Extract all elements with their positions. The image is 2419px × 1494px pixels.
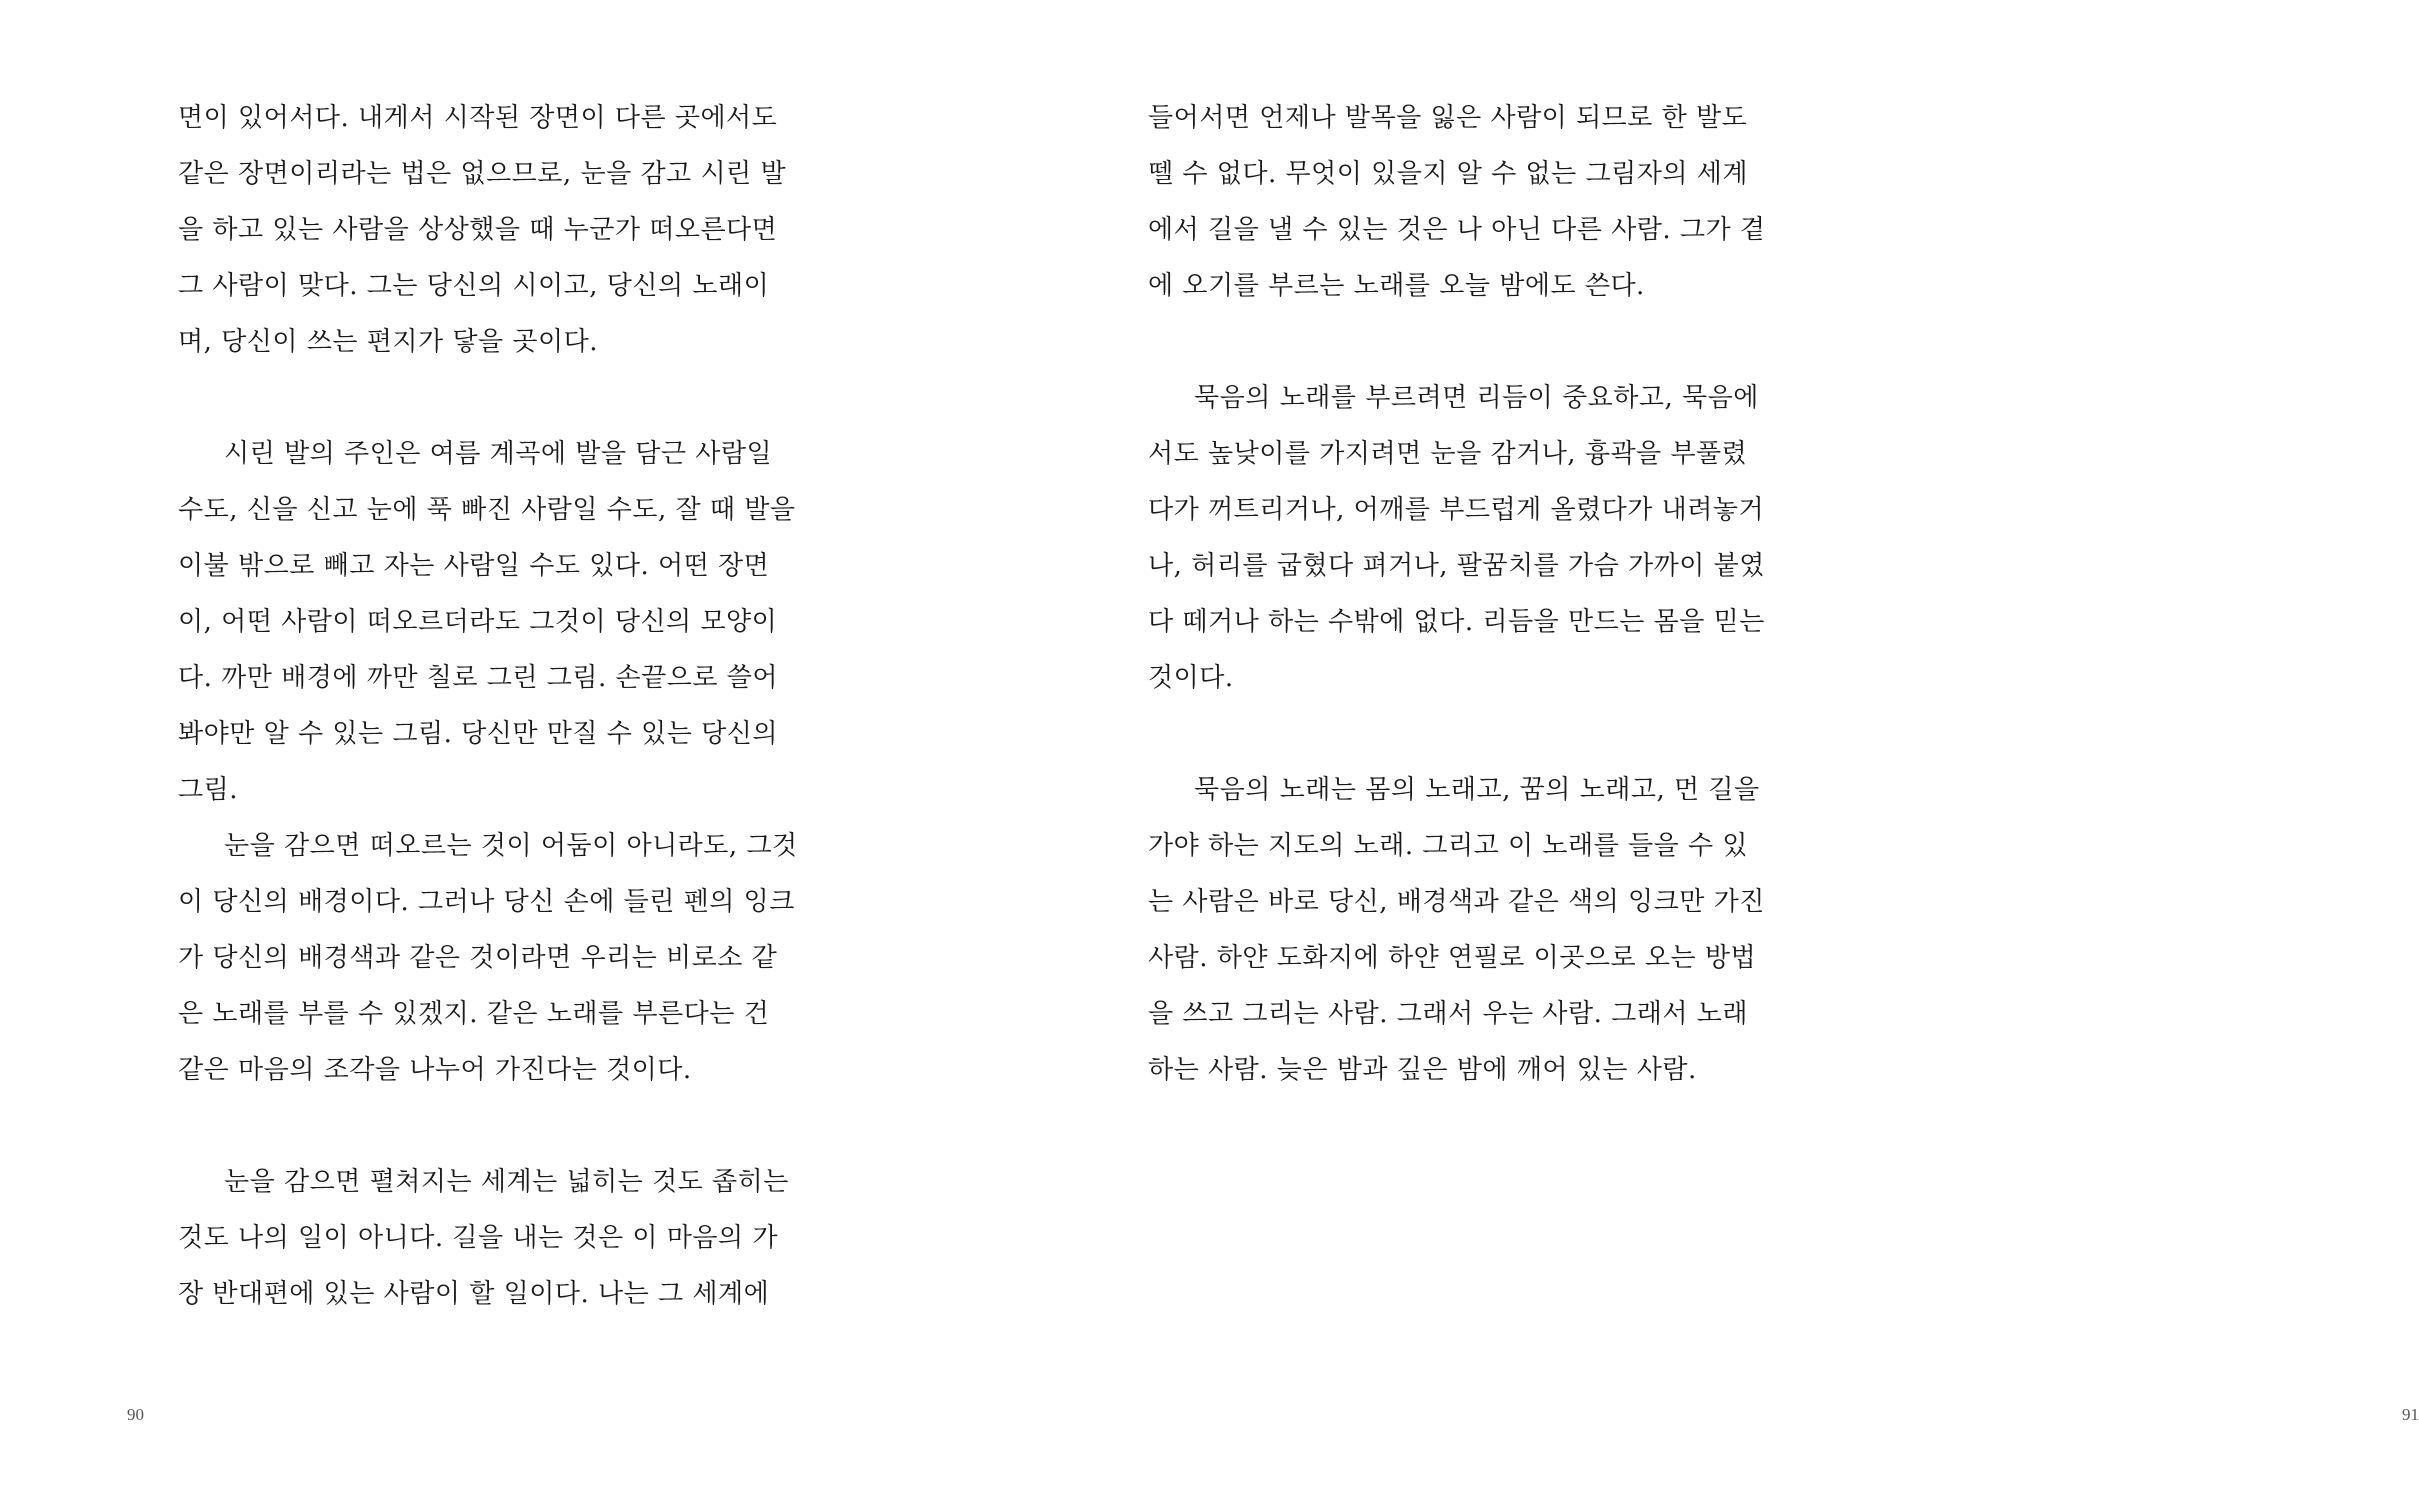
paragraph-gap — [1148, 314, 1748, 370]
text-line: 이불 밖으로 빼고 자는 사람일 수도 있다. 어떤 장면 — [178, 551, 770, 581]
text-line: 다 떼거나 하는 수밖에 없다. 리듬을 만드는 몸을 믿는 — [1148, 607, 1765, 637]
text-line: 면이 있어서다. 내게서 시작된 장면이 다른 곳에서도 — [178, 103, 778, 133]
text-line: 가 당신의 배경색과 같은 것이라면 우리는 비로소 같 — [178, 943, 778, 973]
text-line: 봐야만 알 수 있는 그림. 당신만 만질 수 있는 당신의 — [178, 719, 778, 749]
text-line: 묵음의 노래를 부르려면 리듬이 중요하고, 묵음에 — [1194, 383, 1759, 413]
text-line: 며, 당신이 쓰는 편지가 닿을 곳이다. — [178, 327, 598, 357]
text-line: 이, 어떤 사람이 떠오르더라도 그것이 당신의 모양이 — [178, 607, 778, 637]
text-line: 같은 마음의 조각을 나누어 가진다는 것이다. — [178, 1055, 692, 1085]
left-page — [0, 0, 960, 1494]
text-line: 들어서면 언제나 발목을 잃은 사람이 되므로 한 발도 — [1148, 103, 1748, 133]
text-line: 같은 장면이리라는 법은 없으므로, 눈을 감고 시린 발 — [178, 159, 787, 189]
text-line: 그 사람이 맞다. 그는 당신의 시이고, 당신의 노래이 — [178, 271, 770, 301]
text-line: 은 노래를 부를 수 있겠지. 같은 노래를 부른다는 건 — [178, 999, 770, 1029]
page-number: 90 — [127, 1405, 144, 1424]
paragraph-gap — [178, 370, 778, 426]
text-line: 것도 나의 일이 아니다. 길을 내는 것은 이 마음의 가 — [178, 1223, 778, 1253]
text-line: 을 쓰고 그리는 사람. 그래서 우는 사람. 그래서 노래 — [1148, 999, 1748, 1029]
left-page-text — [178, 90, 798, 1322]
text-line: 사람. 하얀 도화지에 하얀 연필로 이곳으로 오는 방법 — [1148, 943, 1757, 973]
text-line: 장 반대편에 있는 사람이 할 일이다. 나는 그 세계에 — [178, 1279, 770, 1309]
text-line: 수도, 신을 신고 눈에 푹 빠진 사람일 수도, 잘 때 발을 — [178, 495, 796, 525]
text-line: 서도 높낮이를 가지려면 눈을 감거나, 흉곽을 부풀렸 — [1148, 439, 1748, 469]
paragraph-gap — [178, 1098, 778, 1154]
text-line: 가야 하는 지도의 노래. 그리고 이 노래를 들을 수 있 — [1148, 831, 1748, 861]
text-line: 그림. — [178, 775, 238, 805]
text-line: 뗄 수 없다. 무엇이 있을지 알 수 없는 그림자의 세계 — [1148, 159, 1748, 189]
text-line: 에 오기를 부르는 노래를 오늘 밤에도 쓴다. — [1148, 271, 1645, 301]
text-line: 을 하고 있는 사람을 상상했을 때 누군가 떠오른다면 — [178, 215, 778, 245]
text-line: 하는 사람. 늦은 밤과 깊은 밤에 깨어 있는 사람. — [1148, 1055, 1697, 1085]
text-line: 다가 꺼트리거나, 어깨를 부드럽게 올렸다가 내려놓거 — [1148, 495, 1765, 525]
paragraph-gap — [1148, 706, 1748, 762]
text-line: 시린 발의 주인은 여름 계곡에 발을 담근 사람일 — [224, 439, 773, 469]
right-page-text — [1148, 90, 1766, 1098]
text-line: 눈을 감으면 펼쳐지는 세계는 넓히는 것도 좁히는 — [224, 1167, 789, 1197]
text-line: 에서 길을 낼 수 있는 것은 나 아닌 다른 사람. 그가 곁 — [1148, 215, 1766, 245]
text-line: 것이다. — [1148, 663, 1234, 693]
text-line: 묵음의 노래는 몸의 노래고, 꿈의 노래고, 먼 길을 — [1194, 775, 1760, 805]
text-line: 나, 허리를 굽혔다 펴거나, 팔꿈치를 가슴 가까이 붙였 — [1148, 551, 1765, 581]
text-line: 이 당신의 배경이다. 그러나 당신 손에 들린 펜의 잉크 — [178, 887, 795, 917]
page-number: 91 — [2402, 1405, 2419, 1424]
text-line: 는 사람은 바로 당신, 배경색과 같은 색의 잉크만 가진 — [1148, 887, 1765, 917]
text-line: 눈을 감으면 떠오르는 것이 어둠이 아니라도, 그것 — [224, 831, 798, 861]
text-line: 다. 까만 배경에 까만 칠로 그린 그림. 손끝으로 쓸어 — [178, 663, 778, 693]
right-page — [960, 0, 2419, 1494]
